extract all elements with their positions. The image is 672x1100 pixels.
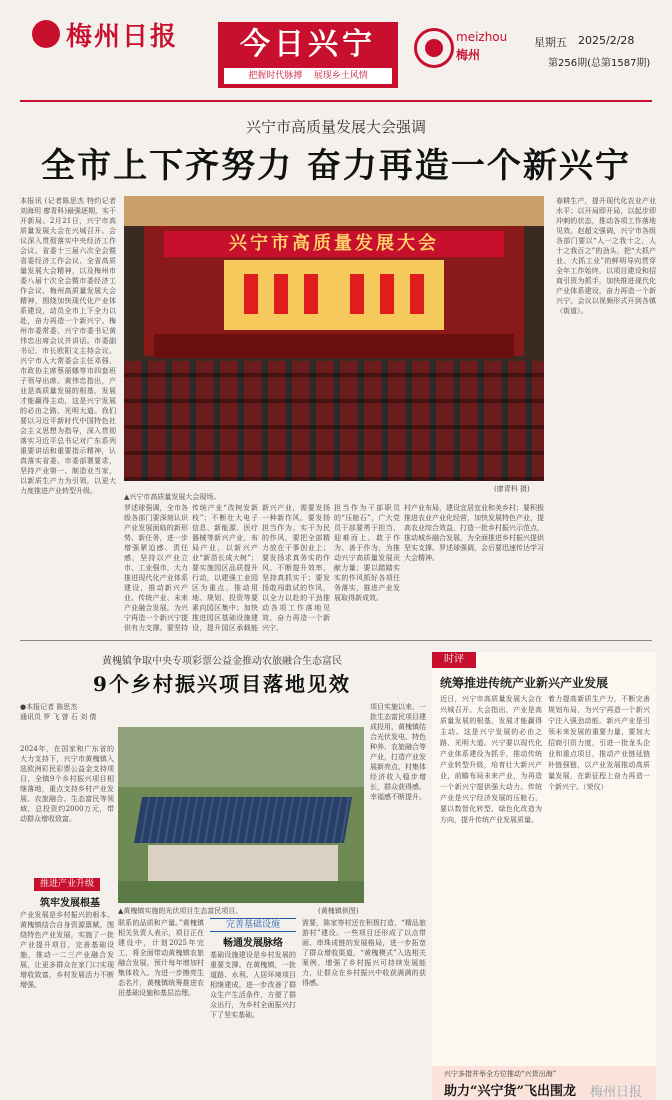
- lead-column-6: 村产业布局，建设宜居宜业和美乡村；要积极推进农业产业化经营，加快发展特色产业，提高农业综合效益，打造一批乡村振兴示范点，推动城乡融合发展，为全面推进乡村振兴提供坚实支撑。罗述球强调，会后要迅速传达学习大会精神。: [404, 504, 544, 562]
- second-photo-caption: ▲黄槐镇实施的光伏项目生态富民项目。: [118, 907, 243, 915]
- lead-photo-credit: (廖青科 摄): [494, 485, 530, 493]
- city-name-cn: 梅州: [456, 48, 481, 62]
- section-banner: [218, 22, 398, 88]
- commentary-column-right: 着力提高新质生产力，不断完善规划布局，为兴宁再造一个新兴宁注入强劲动能。新兴产业是引领未来发展的重要力量，要加大招商引资力度，引进一批龙头企业和重点项目，推动产业链延链补链强链，以产业发展推动高质量发展，在新征程上奋力再造一个新兴宁。（荣仪）: [548, 695, 650, 791]
- lead-column-2: 罗述球强调，全市各级各部门要深刻认识产业发展面临的新形势、新任务，进一步增强紧迫感、责任感，坚持以产业立市、工业强市，大力推进现代化产业体系建设，推动新兴产业、传统产业、未来产业融合发展，为兴宁再造一个新兴宁提供有力支撑。要坚持: [124, 504, 188, 632]
- issue-number: 第256期(总第1587期): [548, 58, 651, 69]
- sub1-heading: 筑牢发展根基: [40, 898, 100, 909]
- lead-column-7: 春耕生产，提升现代化农业产业水平；以开局即开局，以起步即冲刺的状态，推动各项工作落地见效。赵超文强调，兴宁市各级各部门要以“人一之我十之，人十之我百之”的劲头，把“大抓产业、大抓工业”的鲜明导向贯穿全年工作始终，以项目建设和招商引资为抓手，加快推进现代化产业体系建设，奋力再造一个新兴宁。会议以视频形式开到各镇（街道）。: [556, 197, 656, 315]
- second-column-3: 联系的品质和产量。”黄槐镇相关负责人表示，项目正在建设中，计划2025年完工，将全面带动黄槐镇农旅融合发展，预计每年增加村集体收入。为进一步擦亮生态名片，黄槐镇统筹推进农田基础设施和基层治理。: [118, 919, 204, 997]
- commentary-tag: 时评: [432, 652, 476, 668]
- section-slogans: [224, 68, 392, 84]
- lead-column-4: 新兴产业，需要发扬一种新作风。要发扬担当作为、实干为民的作风，要把全部精力放在干事创业上；要发扬求真务实的作风，不断提升效率，坚持真抓实干；要发扬敢闯敢试的作风，以全力以赴的干劲推动各项工作落地见效，奋力再造一个新兴宁。: [262, 504, 330, 632]
- paper-name: 梅州日报: [66, 22, 179, 52]
- lead-column-5: 担当作为干部职员的“压舱石”，广大党员干部要勇于担当、迎难而上，敢于作为、善于作为，为推动兴宁高质量发展贡献力量；要以踏踏实实的作风抓好各项任务落实，推进产业发展取得新成效。: [334, 504, 400, 602]
- sub1-label: 推进产业升级: [34, 878, 100, 891]
- lead-photo-banner: 兴宁市高质量发展大会: [164, 231, 504, 257]
- second-kicker: 黄槐镇争取中央专项彩票公益金推动农旅融合生态富民: [102, 656, 342, 667]
- section-title: 今日兴宁: [240, 27, 376, 62]
- lead-kicker: 兴宁市高质量发展大会强调: [245, 118, 426, 136]
- second-photo: [118, 727, 364, 903]
- second-column-1: 2024年，在国家和广东省的大力支持下，兴宁市黄槐镇入选欧洲彩民彩票公益金支持项目，全镇9个乡村振兴项目相继落地，重点支持乡村产业发展、农旅融合、生态富民等领域，总投资约2000万元，带动群众增收致富。: [20, 745, 114, 823]
- slogan-right: 展现乡土风情: [313, 71, 368, 81]
- issue-date: 2025/2/28: [578, 34, 635, 47]
- watermark: 梅州日报: [590, 1085, 643, 1100]
- second-headline: 9个乡村振兴项目落地见效: [93, 672, 351, 696]
- masthead-divider: [20, 100, 652, 102]
- second-byline: ●本报记者 陈思杰 通讯员 罗 飞 曾 石 刘 倩: [20, 703, 97, 721]
- second-photo-credit: (黄槐镇供图): [318, 907, 359, 915]
- sub2-heading: 畅通发展脉络: [223, 938, 283, 949]
- lead-photo-caption: ▲兴宁市高质量发展大会现场。: [124, 493, 221, 501]
- lead-column-1: 本报讯 (记者陈思杰 特约记者刘海玥 廖青科)最强逐期，实干开新局。2月21日，兴宁市高质量发展大会在兴城召开。会议深入贯彻落实中央经济工作会议、省委十三届六次全会暨省委经济工作会议、全省高质量发展大会精神，以及梅州市委八届十次全会暨市委经济工作会议、梅州高质量发展大会精神，围绕加快现代化产业体系建设，动员全市上下全力以赴，奋力再造一个新兴宁。梅州市委常委、兴宁市委书记黄伟忠出席会议并讲话。市委副书记、市长欧阳文主持会议。兴宁市人大常委会主任邓强、市政协主席蔡丽娜等市四套班子领导出席。黄伟忠指出，产业是高质量发展的根基，发展才能赢得主动，这是兴宁发展的必由之路、光明大道。我们要以习近平新时代中国特色社会主义思想为指导，深入贯彻落实习近平总书记对广东系列重要讲话和重要指示精神，认真落实省委、市委部署要求，坚持产业第一、制造业当家，以新质生产力为引领，以更大力度推进产业转型升级。: [20, 197, 116, 495]
- section-divider: [20, 640, 652, 641]
- masthead: [0, 0, 672, 110]
- lead-photo: [124, 196, 544, 481]
- city-emblem-icon: [414, 28, 454, 68]
- lead-column-3: 传统产业“改树发新枝”；不断壮大电子信息、新能源、医疗器械等新兴产业，布局产业，以新兴产业“新苗长成大树”；要实施园区品质提升行动，以建强工业园区为重点，推动用地、规划、投资等要素向园区集中；加快推进园区基础设施建设，提升园区承载能: [192, 504, 258, 632]
- paper-logo-icon: [32, 20, 60, 48]
- footer-kicker: 兴宁多措并举全方位推动“兴货出海”: [444, 1070, 557, 1078]
- commentary-column-left: 近日，兴宁市高质量发展大会在兴城召开。大会指出，产业是高质量发展的根基，发展才能赢得主动。这是兴宁发展的必由之路、光明大道。兴宁要以现代化产业体系建设为抓手，推动传统产业转型升级，培育壮大新兴产业，前瞻布局未来产业，为再造一个新兴宁提供强大动力。传统产业是兴宁经济发展的压舱石，要以数智化转型、绿色化改造为方向，提升传统产业发展质量。: [440, 695, 542, 824]
- footer-headline: 助力“兴宁货”飞出围龙: [444, 1084, 576, 1099]
- slogan-left: 把握时代脉搏: [248, 71, 303, 81]
- sub2-label: 完善基础设施: [210, 918, 296, 932]
- lead-headline: 全市上下齐努力 奋力再造一个新兴宁: [41, 146, 631, 186]
- second-column-4: 需要，陈家等村还在积极打造，“精品旅游村”建设。一些项目还形成了以点带面、串珠成链的发展格局，进一步拓宽了群众增收渠道，“黄槐模式”入选相关案例，增强了乡村振兴可持续发展能力，让群众在乡村振兴中收获满满的获得感。: [302, 919, 426, 987]
- second-column-2: 项目实施以来，一批生态富民项目建成投用，黄槐镇结合光伏发电、特色种养、农旅融合等产业，打造产业发展新亮点，村集体经济收入稳步增长，群众获得感、幸福感不断提升。: [370, 703, 426, 801]
- second-column-3b: 基础设施建设是乡村发展的重要支撑。在黄槐镇，一批道路、水利、人居环境项目相继建成，进一步改善了群众生产生活条件，方便了群众出行，为乡村全面振兴打下了坚实基础。: [210, 951, 296, 1019]
- second-column-1b: 产业发展是乡村振兴的根本。黄槐镇结合自身资源禀赋，围绕特色产业发展，实施了一批产业提升项目，完善基础设施，推动一二三产业融合发展，让更多群众在家门口实现增收致富，乡村发展活力不断增强。: [20, 911, 114, 989]
- commentary-title: 统筹推进传统产业新兴产业发展: [440, 676, 609, 690]
- weekday: 星期五: [534, 36, 567, 49]
- city-name-en: meizhou: [456, 30, 508, 44]
